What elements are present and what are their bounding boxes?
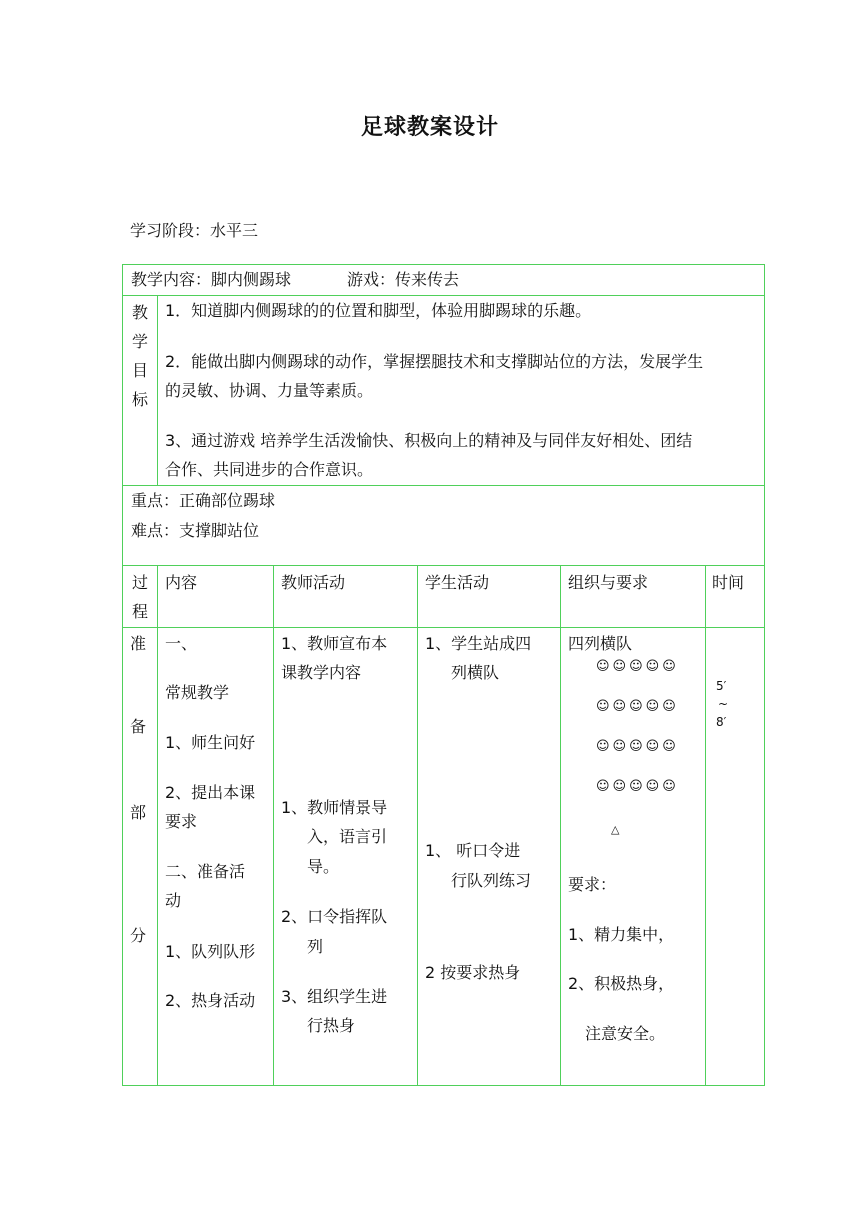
header-content: 内容 xyxy=(165,573,198,592)
teacher-line: 2、口令指挥队 xyxy=(281,907,388,926)
time-start: 5′ xyxy=(716,679,727,693)
content-line: 2、热身活动 xyxy=(165,991,256,1010)
teacher-line: 1、教师宣布本 xyxy=(281,634,388,653)
student-line: 2 按要求热身 xyxy=(425,963,521,982)
student-line: 列横队 xyxy=(451,663,500,682)
time-end: 8′ xyxy=(716,715,727,729)
objective-2-line-2: 的灵敏、协调、力量等素质。 xyxy=(165,381,374,400)
process-char: 准 xyxy=(130,634,147,653)
requirements-label: 要求： xyxy=(568,875,617,894)
objective-1: 1．知道脚内侧踢球的的位置和脚型，体验用脚踢球的乐趣。 xyxy=(165,301,592,320)
column-divider xyxy=(560,565,561,1085)
header-teacher: 教师活动 xyxy=(281,573,346,592)
teacher-line: 课教学内容 xyxy=(281,663,362,682)
student-line: 1、学生站成四 xyxy=(425,634,532,653)
header-student: 学生活动 xyxy=(425,573,490,592)
teaching-content: 教学内容：脚内侧踢球 xyxy=(131,270,292,289)
content-line: 要求 xyxy=(165,812,198,831)
row-divider xyxy=(123,627,764,628)
lesson-plan-table xyxy=(122,264,765,1086)
requirement-line: 1、精力集中， xyxy=(568,925,675,944)
objective-3-line-1: 3、通过游戏 培养学生活泼愉快、积极向上的精神及与同伴友好相处、团结 xyxy=(165,431,693,450)
difficulty-point: 难点：支撑脚站位 xyxy=(131,521,260,540)
student-formation-row: ☺☺☺☺☺ xyxy=(596,779,679,794)
learning-stage: 学习阶段：水平三 xyxy=(130,221,259,240)
process-char: 备 xyxy=(130,717,147,736)
student-formation-row: ☺☺☺☺☺ xyxy=(596,739,679,754)
teacher-line: 列 xyxy=(307,937,324,956)
requirement-line: 2、积极热身， xyxy=(568,974,675,993)
column-divider xyxy=(417,565,418,1085)
teacher-line: 行热身 xyxy=(307,1016,356,1035)
column-divider xyxy=(157,565,158,1085)
teacher-line: 导。 xyxy=(307,857,340,876)
objective-2-line-1: 2．能做出脚内侧踢球的动作，掌握摆腿技术和支撑脚站位的方法，发展学生 xyxy=(165,352,704,371)
process-char: 分 xyxy=(130,926,147,945)
column-divider xyxy=(273,565,274,1085)
teacher-line: 入，语言引 xyxy=(307,827,388,846)
content-line: 1、师生问好 xyxy=(165,733,256,752)
header-time: 时间 xyxy=(712,573,745,592)
objective-3-line-2: 合作、共同进步的合作意识。 xyxy=(165,460,374,479)
teacher-line: 1、教师情景导 xyxy=(281,798,388,817)
content-line: 一、 xyxy=(165,634,198,653)
objectives-label: 教 学 目 标 xyxy=(131,303,148,409)
column-divider xyxy=(705,565,706,1085)
row-divider xyxy=(123,565,764,566)
header-organization: 组织与要求 xyxy=(568,573,649,592)
content-line: 1、队列队形 xyxy=(165,942,256,961)
time-range-sep: ~ xyxy=(718,697,729,711)
teacher-triangle-icon: △ xyxy=(611,823,620,836)
requirement-line: 注意安全。 xyxy=(585,1024,666,1043)
content-line: 2、提出本课 xyxy=(165,783,256,802)
teacher-line: 3、组织学生进 xyxy=(281,987,388,1006)
student-formation-row: ☺☺☺☺☺ xyxy=(596,659,679,674)
game-name: 游戏：传来传去 xyxy=(347,270,460,289)
process-char: 部 xyxy=(130,803,147,822)
content-line: 二、准备活 xyxy=(165,862,246,881)
student-formation-row: ☺☺☺☺☺ xyxy=(596,699,679,714)
student-line: 行队列练习 xyxy=(451,871,532,890)
focus-point: 重点：正确部位踢球 xyxy=(131,491,276,510)
column-divider xyxy=(157,295,158,485)
document-title: 足球教案设计 xyxy=(360,115,499,140)
header-process: 过 程 xyxy=(131,573,148,621)
content-line: 常规教学 xyxy=(165,683,230,702)
content-line: 动 xyxy=(165,891,182,910)
student-line: 1、 听口令进 xyxy=(425,841,521,860)
formation-title: 四列横队 xyxy=(568,634,633,653)
